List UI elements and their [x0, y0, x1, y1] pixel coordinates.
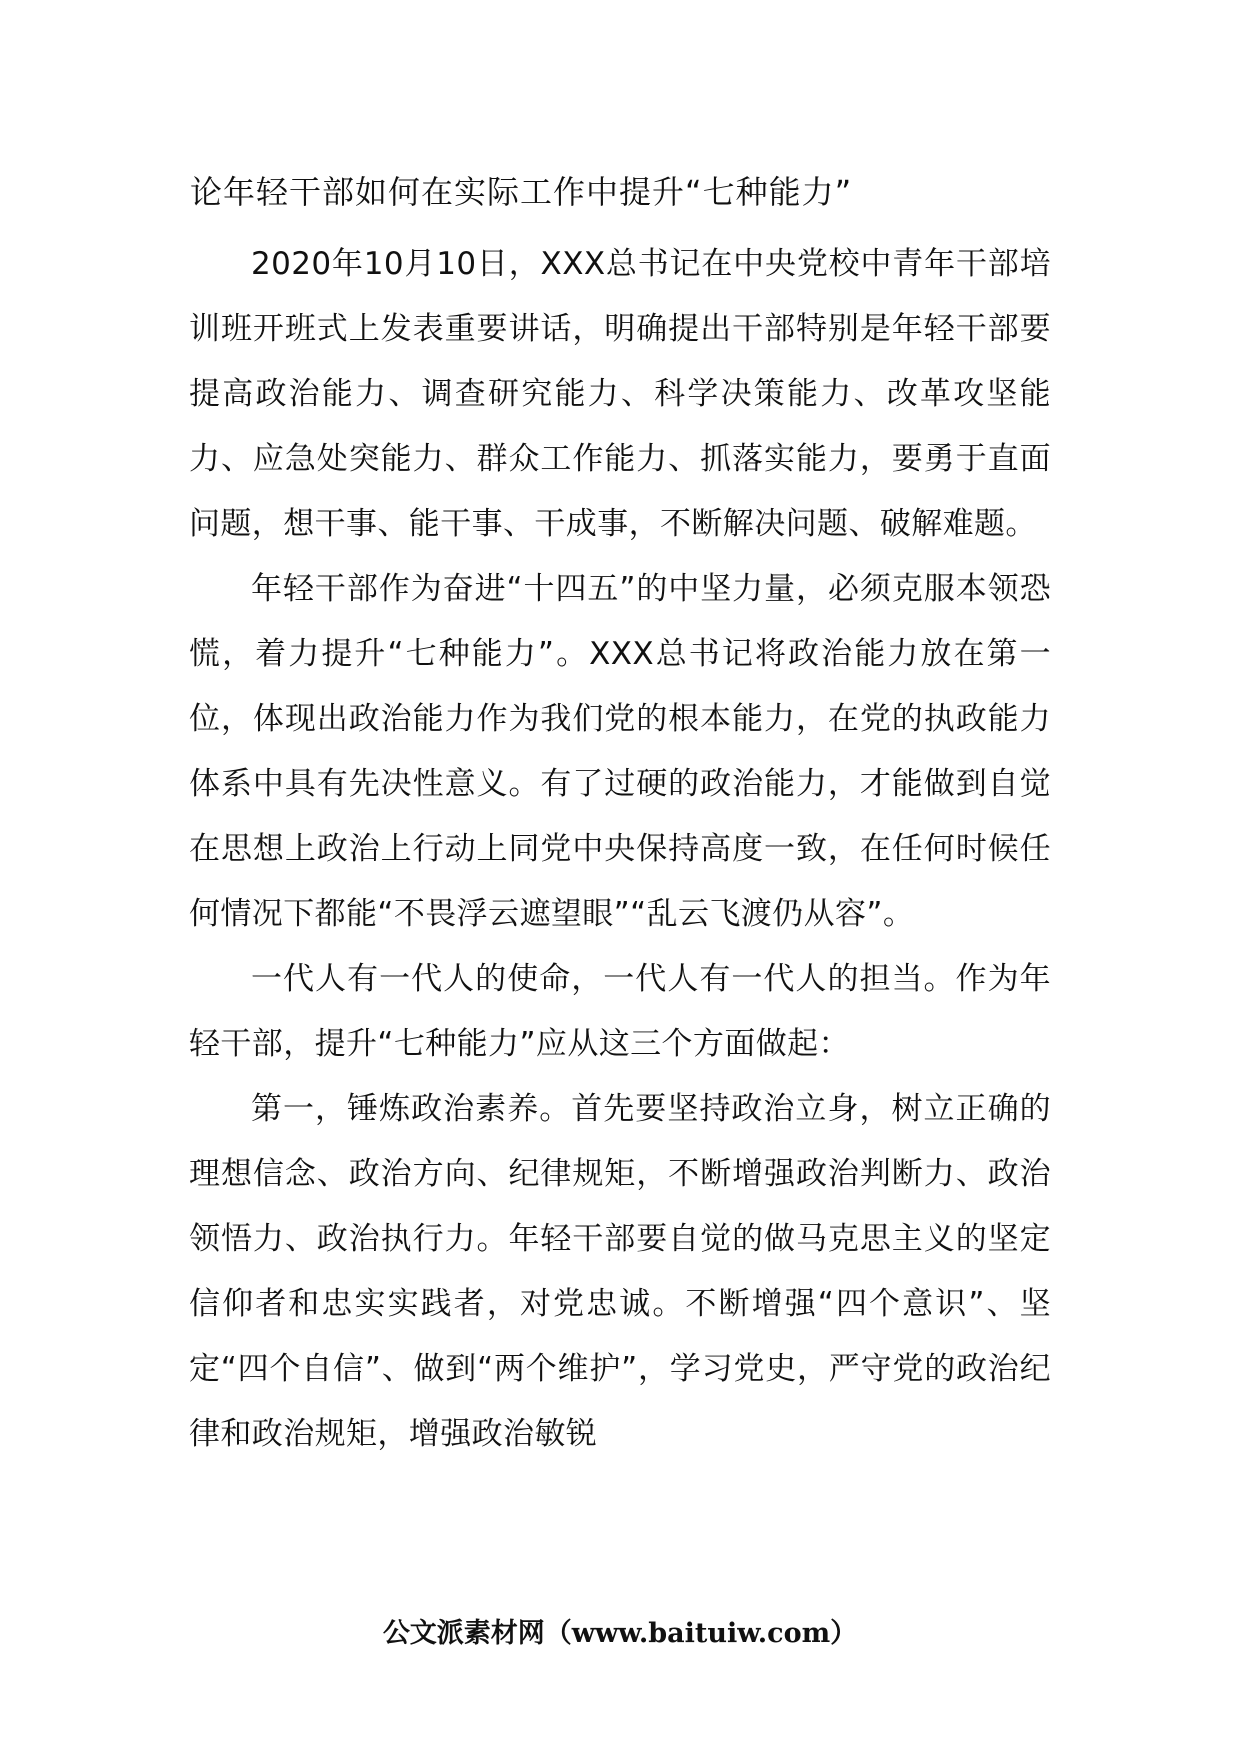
- paragraph: 一代人有一代人的使命，一代人有一代人的担当。作为年轻干部，提升“七种能力”应从这三个方面做起：: [189, 961, 1051, 1062]
- paragraph: 第一，锤炼政治素养。首先要坚持政治立身，树立正确的理想信念、政治方向、纪律规矩，不断增强政治判断力、政治领悟力、政治执行力。年轻干部要自觉的做马克思主义的坚定信仰者和忠实实践者，对党忠诚。不断增强“四个意识”、坚定“四个自信”、做到“两个维护”，学习党史，严守党的政治纪律和政治规矩，增强政治敏锐: [189, 1091, 1051, 1452]
- paragraph: 年轻干部作为奋进“十四五”的中坚力量，必须克服本领恐慌，着力提升“七种能力”。XXX总书记将政治能力放在第一位，体现出政治能力作为我们党的根本能力，在党的执政能力体系中具有先决性意义。有了过硬的政治能力，才能做到自觉在思想上政治上行动上同党中央保持高度一致，在任何时候任何情况下都能“不畏浮云遮望眼”“乱云飞渡仍从容”。: [189, 571, 1051, 932]
- source-footer: 公文派素材网（www.baituiw.com）: [382, 1618, 858, 1649]
- document-title: 论年轻干部如何在实际工作中提升“七种能力”: [190, 173, 853, 211]
- document-body: [189, 232, 1051, 1467]
- paragraph: 2020年10月10日，XXX总书记在中央党校中青年干部培训班开班式上发表重要讲话，明确提出干部特别是年轻干部要提高政治能力、调查研究能力、科学决策能力、改革攻坚能力、应急处突能力、群众工作能力、抓落实能力，要勇于直面问题，想干事、能干事、干成事，不断解决问题、破解难题。: [189, 246, 1051, 542]
